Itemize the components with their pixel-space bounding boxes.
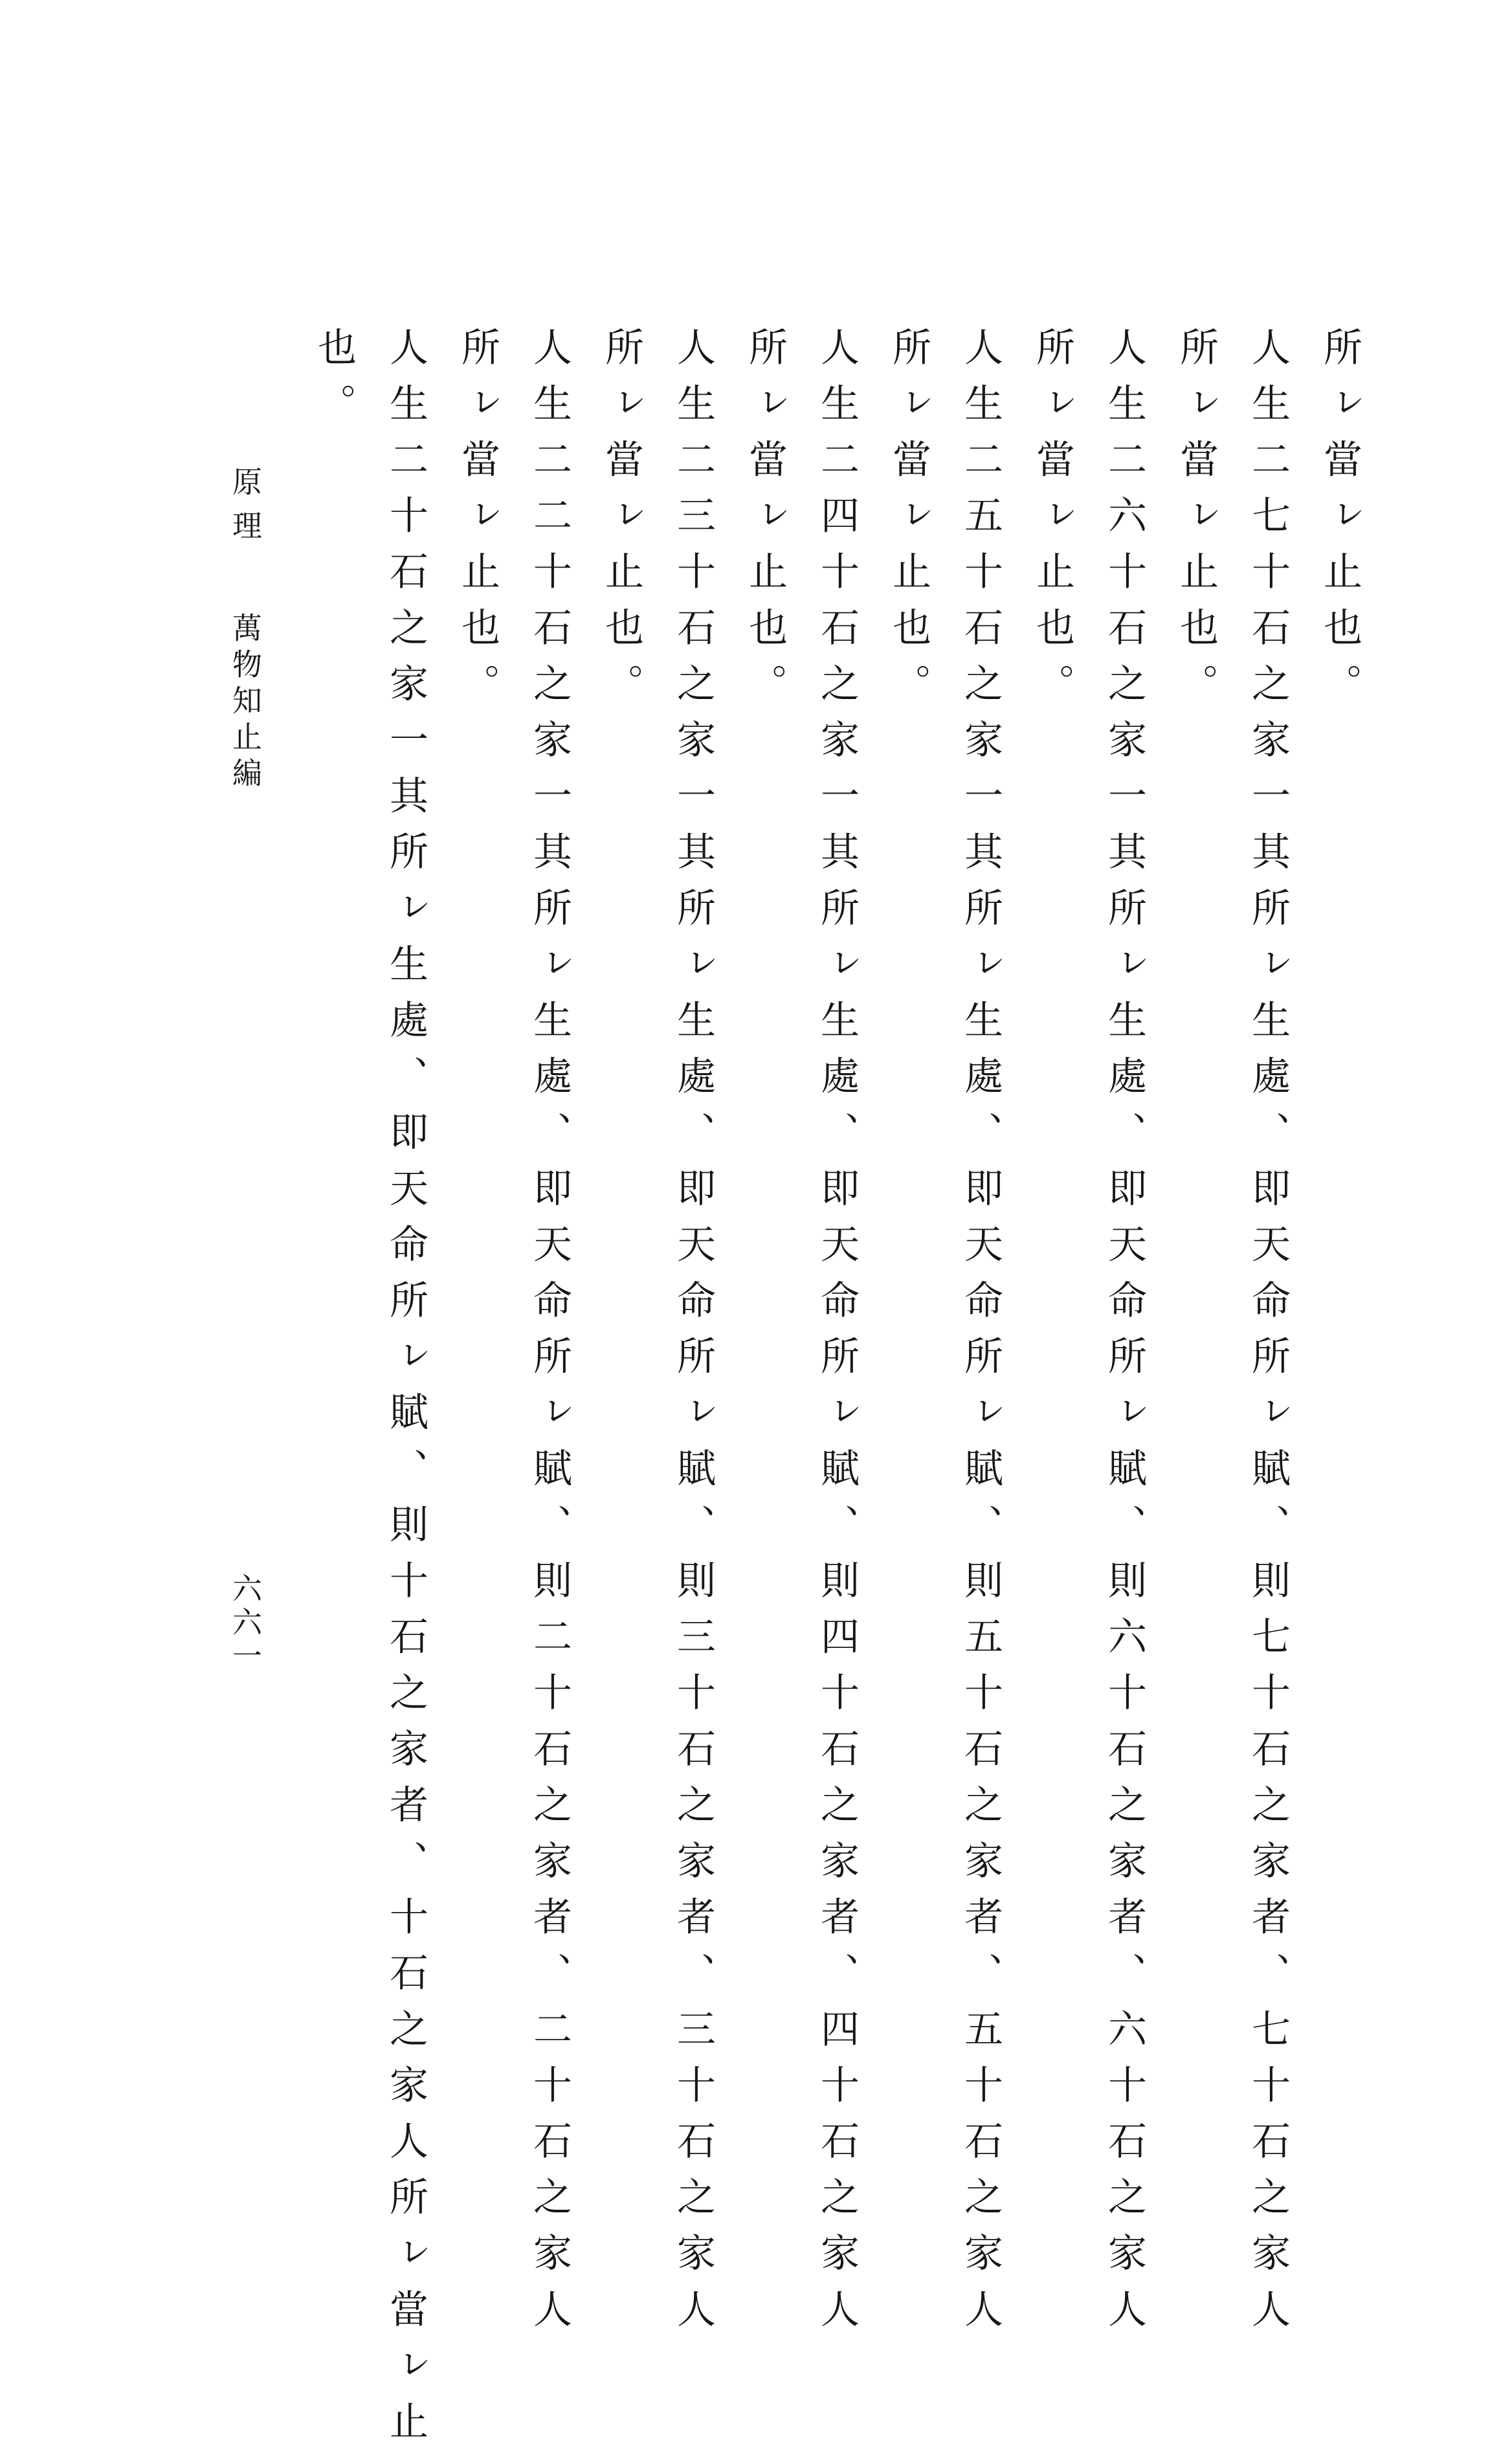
body-text: [291, 327, 1362, 2457]
running-header-section: 原理: [228, 466, 263, 554]
running-header: [228, 466, 263, 794]
text-column: 所ㇾ當ㇾ止也。: [742, 327, 788, 720]
text-column: 所ㇾ當ㇾ止也。: [599, 327, 644, 720]
page-number: 六六一: [228, 1573, 263, 1674]
text-column: 人生二四十石之家一其所ㇾ生處、即天命所ㇾ賦、則四十石之家者、四十石之家人: [814, 327, 860, 2345]
text-column: 人生二七十石之家一其所ㇾ生處、即天命所ㇾ賦、則七十石之家者、七十石之家人: [1245, 327, 1291, 2345]
text-column: 人生二二十石之家一其所ㇾ生處、即天命所ㇾ賦、則二十石之家者、二十石之家人: [527, 327, 572, 2345]
text-column: 所ㇾ當ㇾ止也。: [1173, 327, 1219, 720]
text-column: 人生二十石之家一其所ㇾ生處、即天命所ㇾ賦、則十石之家者、十石之家人所ㇾ當ㇾ止: [383, 327, 428, 2457]
text-column: 人生二三十石之家一其所ㇾ生處、即天命所ㇾ賦、則三十石之家者、三十石之家人: [671, 327, 716, 2345]
text-column: 所ㇾ當ㇾ止也。: [455, 327, 500, 720]
text-column: 人生二六十石之家一其所ㇾ生處、即天命所ㇾ賦、則六十石之家者、六十石之家人: [1102, 327, 1147, 2345]
text-column: 所ㇾ當ㇾ止也。: [1030, 327, 1075, 720]
text-column: 所ㇾ當ㇾ止也。: [1317, 327, 1362, 720]
text-column: 人生二五十石之家一其所ㇾ生處、即天命所ㇾ賦、則五十石之家者、五十石之家人: [958, 327, 1003, 2345]
text-column: 也。: [311, 327, 357, 439]
text-column: 所ㇾ當ㇾ止也。: [886, 327, 931, 720]
running-header-book-title: 萬物知止編: [228, 612, 263, 794]
